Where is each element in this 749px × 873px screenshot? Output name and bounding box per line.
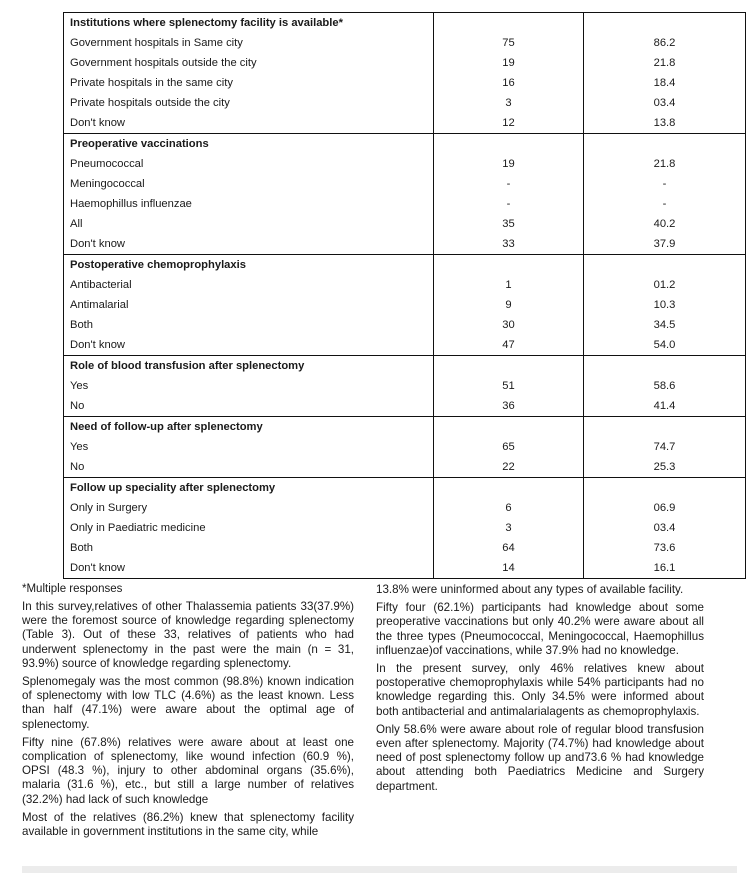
row-label: No [64,457,434,478]
paragraph: In this survey,relatives of other Thalassemia patients 33(37.9%) were the foremost source of knowledge regarding splenectomy (Table 3). Out of these 33, relatives of patients who had underwent splenectomy in the past were the main (n = 31, 93.9%) source of knowledge regarding splenectomy. [22,600,354,670]
table-row [64,396,746,417]
table-row [64,295,746,315]
table-row [64,154,746,174]
row-label: Don't know [64,113,434,134]
row-percent: 03.4 [584,93,746,113]
paragraph: Splenomegaly was the most common (98.8%) known indication of splenectomy with low TLC (4.6%) as the least known. Less than half (47.1%) were aware about the optimal age of splenectomy. [22,675,354,731]
empty-cell [434,134,584,155]
row-label: Yes [64,376,434,396]
paragraph: In the present survey, only 46% relatives knew about postoperative chemoprophylaxis while 54% participants had no knowledge regarding this. Only 34.5% were informed about both antibacterial and antimalarialagents as chemoprophylaxis. [376,662,704,718]
row-count: 19 [434,53,584,73]
empty-cell [434,356,584,377]
row-percent: 34.5 [584,315,746,335]
table-row [64,437,746,457]
row-label: Government hospitals in Same city [64,33,434,53]
row-percent: 37.9 [584,234,746,255]
empty-cell [584,478,746,499]
paragraph: Only 58.6% were aware about role of regular blood transfusion even after splenectomy. Majority (74.7%) had knowledge about need of post splenectomy follow up and73.6 % had knowledge about attending both Paediatrics Medicine and Surgery department. [376,722,704,793]
row-count: 16 [434,73,584,93]
row-label: Antibacterial [64,275,434,295]
row-percent: 03.4 [584,518,746,538]
row-percent: 74.7 [584,437,746,457]
table-row [64,234,746,255]
footnote: *Multiple responses [22,583,123,595]
table-row [64,194,746,214]
row-count: 22 [434,457,584,478]
row-label: No [64,396,434,417]
section-heading: Institutions where splenectomy facility is available* [64,13,434,34]
row-count: 1 [434,275,584,295]
empty-cell [584,356,746,377]
row-count: 12 [434,113,584,134]
table-row [64,73,746,93]
results-table-body [64,13,746,579]
section-header-row [64,255,746,276]
page-footer-bar [22,866,737,873]
section-heading: Need of follow-up after splenectomy [64,417,434,438]
empty-cell [434,417,584,438]
row-label: Don't know [64,558,434,579]
paragraph: Most of the relatives (86.2%) knew that splenectomy facility available in government institutions in the same city, while [22,810,354,839]
table-row [64,376,746,396]
table-row [64,53,746,73]
row-count: 6 [434,498,584,518]
table-row [64,93,746,113]
table-row [64,174,746,194]
table-row [64,315,746,335]
row-label: Only in Surgery [64,498,434,518]
right-text-column [376,583,704,798]
row-label: Antimalarial [64,295,434,315]
section-header-row [64,134,746,155]
table-row [64,457,746,478]
row-count: 33 [434,234,584,255]
table-row [64,498,746,518]
row-percent: 06.9 [584,498,746,518]
section-header-row [64,478,746,499]
section-heading: Preoperative vaccinations [64,134,434,155]
row-percent: 86.2 [584,33,746,53]
row-percent: - [584,194,746,214]
row-label: Both [64,315,434,335]
row-label: Private hospitals in the same city [64,73,434,93]
table-row [64,335,746,356]
row-count: 3 [434,518,584,538]
row-count: 30 [434,315,584,335]
row-percent: 54.0 [584,335,746,356]
row-count: 65 [434,437,584,457]
row-label: Don't know [64,234,434,255]
empty-cell [584,417,746,438]
row-count: - [434,174,584,194]
row-percent: 40.2 [584,214,746,234]
row-count: 3 [434,93,584,113]
row-count: 64 [434,538,584,558]
empty-cell [434,478,584,499]
empty-cell [584,13,746,34]
section-heading: Role of blood transfusion after splenectomy [64,356,434,377]
row-percent: - [584,174,746,194]
row-label: Haemophillus influenzae [64,194,434,214]
section-header-row [64,13,746,34]
left-text-column [22,600,354,843]
paragraph: Fifty nine (67.8%) relatives were aware about at least one complication of splenectomy, like wound infection (60.9 %), OPSI (48.3 %), injury to other abdominal organs (35.6%), malaria (31.6 %), etc., but still a large number of relatives (32.2%) had lack of such knowledge [22,735,354,806]
row-label: Government hospitals outside the city [64,53,434,73]
empty-cell [434,13,584,34]
row-count: 35 [434,214,584,234]
section-heading: Follow up speciality after splenectomy [64,478,434,499]
section-header-row [64,356,746,377]
row-percent: 18.4 [584,73,746,93]
empty-cell [584,255,746,276]
row-label: Meningococcal [64,174,434,194]
table-row [64,518,746,538]
row-count: 9 [434,295,584,315]
empty-cell [584,134,746,155]
row-count: 36 [434,396,584,417]
row-count: 19 [434,154,584,174]
row-count: 47 [434,335,584,356]
row-percent: 10.3 [584,295,746,315]
row-count: 51 [434,376,584,396]
table-row [64,275,746,295]
paragraph: 13.8% were uninformed about any types of available facility. [376,583,684,596]
row-label: Pneumococcal [64,154,434,174]
row-label: All [64,214,434,234]
row-percent: 01.2 [584,275,746,295]
results-table [63,12,746,579]
table-row [64,214,746,234]
table-row [64,538,746,558]
row-count: 14 [434,558,584,579]
table-row [64,113,746,134]
section-heading: Postoperative chemoprophylaxis [64,255,434,276]
row-percent: 21.8 [584,53,746,73]
row-percent: 16.1 [584,558,746,579]
row-percent: 58.6 [584,376,746,396]
paragraph: Fifty four (62.1%) participants had knowledge about some preoperative vaccinations but only 40.2% were aware about all the three types (Pneumococcal, Meningococcal, Haemophillus influenzae)of vaccinations, while 37.9% had no knowledge. [376,601,704,657]
row-count: 75 [434,33,584,53]
row-percent: 73.6 [584,538,746,558]
row-label: Both [64,538,434,558]
empty-cell [434,255,584,276]
row-label: Yes [64,437,434,457]
row-percent: 41.4 [584,396,746,417]
section-header-row [64,417,746,438]
row-label: Only in Paediatric medicine [64,518,434,538]
row-percent: 21.8 [584,154,746,174]
table-row [64,558,746,579]
row-percent: 13.8 [584,113,746,134]
row-percent: 25.3 [584,457,746,478]
table-row [64,33,746,53]
row-label: Don't know [64,335,434,356]
row-label: Private hospitals outside the city [64,93,434,113]
row-count: - [434,194,584,214]
